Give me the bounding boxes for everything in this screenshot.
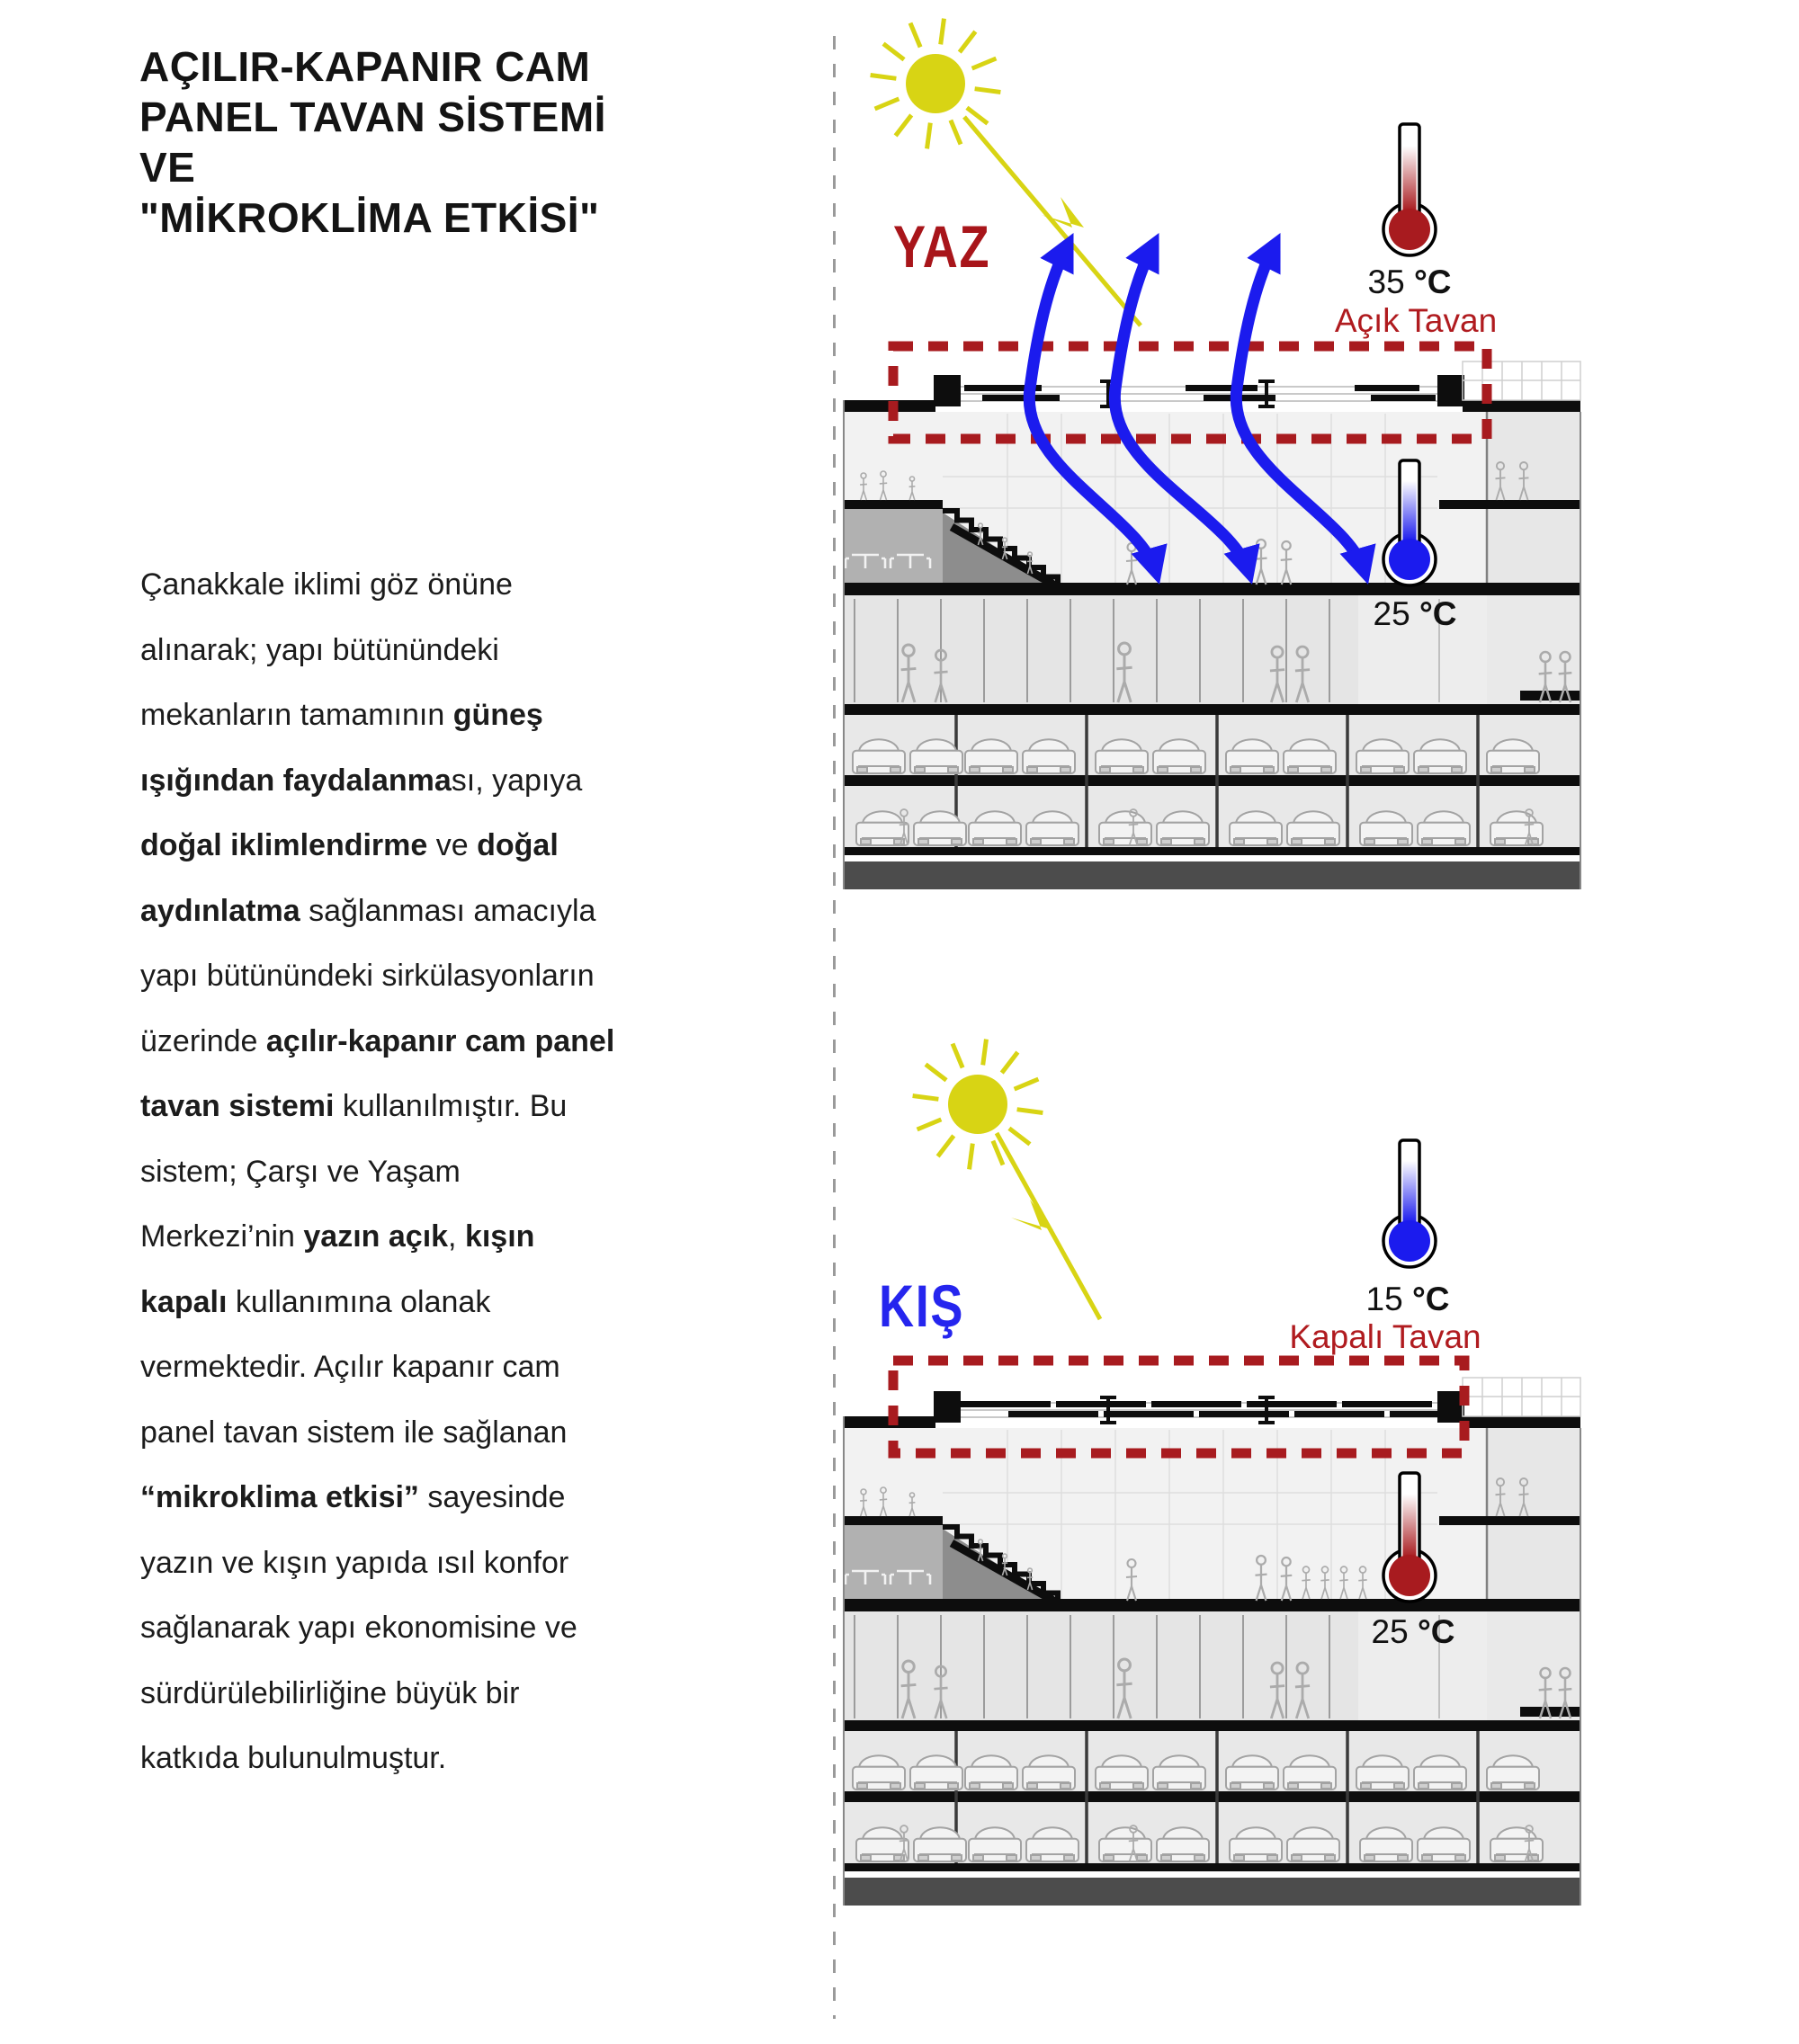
indoor-temp-winter-unit: °C (1417, 1613, 1455, 1650)
body-text-line: alınarak; yapı bütünündeki (140, 632, 499, 667)
winter-section-drawing (835, 1030, 1583, 1920)
body-text-line: ışığından faydalanması, yapıya (140, 763, 583, 798)
sun-ray-arrow (997, 1133, 1100, 1319)
sun-icon (871, 19, 1001, 149)
body-text-line: yazın ve kışın yapıda ısıl konfor (140, 1545, 569, 1580)
roof-state-label-winter: Kapalı Tavan (1289, 1318, 1481, 1355)
title-line-4: "MİKROKLİMA ETKİSİ" (139, 194, 600, 241)
thermometer-hot-icon (1383, 124, 1436, 255)
season-label-summer: YAZ (893, 213, 991, 280)
sun-icon (913, 1040, 1043, 1170)
body-text-line: üzerinde açılır-kapanır cam panel (140, 1023, 615, 1058)
outdoor-temp-winter-unit: °C (1411, 1281, 1450, 1317)
indoor-temp-summer-unit: °C (1419, 595, 1457, 632)
body-text-line: vermektedir. Açılır kapanır cam (140, 1350, 560, 1384)
body-text-line: aydınlatma sağlanması amacıyla (140, 893, 596, 928)
indoor-temp-winter-value: 25 (1371, 1613, 1409, 1650)
body-text-line: sürdürülebilirliğine büyük bir (140, 1675, 520, 1710)
body-text-line: doğal iklimlendirme ve doğal (140, 828, 559, 862)
body-text-line: mekanların tamamının güneş (140, 698, 543, 732)
title-line-1: AÇILIR-KAPANIR CAM (139, 43, 591, 90)
body-text-line: “mikroklima etkisi” sayesinde (140, 1480, 566, 1514)
body-text-line: katkıda bulunulmuştur. (140, 1741, 447, 1775)
body-text-line: sağlanarak yapı ekonomisine ve (140, 1611, 577, 1645)
body-text-line: tavan sistemi kullanılmıştır. Bu (140, 1089, 568, 1123)
page-title (139, 41, 606, 243)
indoor-temp-summer (1374, 595, 1457, 633)
title-line-2: PANEL TAVAN SİSTEMİ (139, 94, 606, 140)
body-text-line: Merkezi’nin yazın açık, kışın (140, 1219, 535, 1254)
thermometer-cold-icon (1383, 1140, 1436, 1267)
outdoor-temp-winter (1366, 1281, 1450, 1318)
body-text-line: panel tavan sistem ile sağlanan (140, 1415, 568, 1450)
outdoor-temp-summer-unit: °C (1413, 263, 1452, 300)
body-text-line: sistem; Çarşı ve Yaşam (140, 1154, 461, 1189)
indoor-temp-summer-value: 25 (1373, 595, 1410, 632)
season-label-winter: KIŞ (879, 1272, 965, 1339)
body-text-line: Çanakkale iklimi göz önüne (140, 567, 513, 602)
indoor-temp-winter (1372, 1613, 1455, 1651)
summer-section-drawing (835, 13, 1583, 908)
body-text (140, 552, 614, 1791)
roof-state-label-summer: Açık Tavan (1334, 302, 1498, 339)
outdoor-temp-summer (1368, 263, 1452, 301)
body-text-line: kapalı kullanımına olanak (140, 1284, 491, 1319)
title-line-3: VE (139, 144, 196, 191)
outdoor-temp-summer-value: 35 (1367, 263, 1405, 300)
body-text-line: yapı bütünündeki sirkülasyonların (140, 959, 595, 993)
outdoor-temp-winter-value: 15 (1365, 1281, 1403, 1317)
